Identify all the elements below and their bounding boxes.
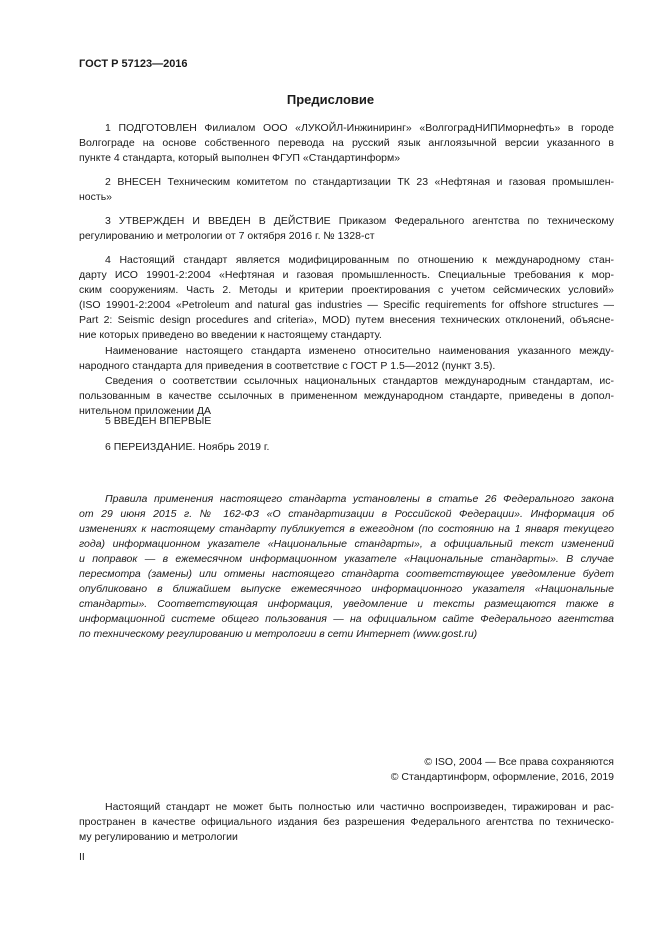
- text-line: ским сооружениям. Часть 2. Методы и критерии проектирования с учетом сейсмических условий»: [79, 284, 614, 296]
- text-line: нительном приложении ДА: [79, 405, 211, 417]
- text-line: дарту ИСО 19901-2:2004 «Нефтяная и газовая промышленность. Специальные требования к мор-: [79, 269, 614, 281]
- text-line: 1 ПОДГОТОВЛЕН Филиалом ООО «ЛУКОЙЛ-Инжиниринг» «ВолгоградНИПИморнефть» в городе: [105, 122, 614, 134]
- text-line: Наименование настоящего стандарта изменено относительно наименования указанного между-: [105, 345, 614, 357]
- copyright-block: [79, 755, 614, 785]
- text-line: Волгограде на основе собственного перевода на русский язык англоязычной версии указанного в: [79, 137, 614, 149]
- text-line: (ISO 19901-2:2004 «Petroleum and natural gas industries — Specific requirements for offshore structures —: [79, 299, 614, 311]
- text-line: Сведения о соответствии ссылочных национальных стандартов международным стандартам, ис-: [105, 375, 614, 387]
- text-line: Part 2: Seismic design procedures and criteria», MOD) путем внесения технических отклонений, объясне-: [79, 314, 614, 326]
- text-line: регулированию и метрологии от 7 октября 2016 г. № 1328-ст: [79, 230, 375, 242]
- text-line: опубликовано в ближайшем выпуске ежемесячного информационного указателя «Национальные: [79, 583, 614, 595]
- copyright-iso: © ISO, 2004 — Все права сохраняются: [424, 756, 614, 768]
- text-line: 6 ПЕРЕИЗДАНИЕ. Ноябрь 2019 г.: [105, 441, 270, 453]
- text-line: 5 ВВЕДЕН ВПЕРВЫЕ: [105, 415, 212, 427]
- text-line: года) информационном указателе «Национальные стандарты», а официальный текст изменений: [79, 538, 614, 550]
- preface-item-1: [79, 121, 614, 166]
- preface-item-6: [79, 440, 614, 455]
- text-line: информационной системе общего пользования — на официальном сайте Федерального агентства: [79, 613, 614, 625]
- text-line: 4 Настоящий стандарт является модифицированным по отношению к международному стан-: [105, 254, 614, 266]
- text-line: му регулированию и метрологии: [79, 831, 238, 843]
- text-line: изменениях к настоящему стандарту публикуется в ежегодном (по состоянию на 1 января текущего: [79, 523, 614, 535]
- text-line: и поправок — в ежемесячном информационном указателе «Национальные стандарты». В случае: [79, 553, 614, 565]
- application-rules-notice: [79, 492, 614, 642]
- text-line: пункте 4 стандарта, который выполнен ФГУП «Стандартинформ»: [79, 152, 401, 164]
- text-line: по техническому регулированию и метрологии в сети Интернет (www.gost.ru): [79, 628, 478, 640]
- text-line: от 29 июня 2015 г. № 162-ФЗ «О стандартизации в Российской Федерации». Информация об: [79, 508, 614, 520]
- preface-item-4-name-note: [79, 344, 614, 374]
- preface-item-5: [79, 414, 614, 429]
- text-line: 2 ВНЕСЕН Техническим комитетом по стандартизации ТК 23 «Нефтяная и газовая промышлен-: [105, 176, 614, 188]
- preface-item-4: [79, 253, 614, 343]
- page-number: II: [79, 851, 85, 863]
- preface-item-4-references-note: [79, 374, 614, 419]
- text-line: пространен в качестве официального издания без разрешения Федерального агентства по техническо-: [79, 816, 614, 828]
- text-line: пересмотра (замены) или отмены настоящего стандарта соответствующее уведомление будет: [79, 568, 614, 580]
- reproduction-notice: [79, 800, 614, 845]
- preface-item-2: [79, 175, 614, 205]
- text-line: Правила применения настоящего стандарта установлены в статье 26 Федерального закона: [105, 493, 614, 505]
- copyright-standartinform: © Стандартинформ, оформление, 2016, 2019: [390, 771, 614, 783]
- preface-item-3: [79, 214, 614, 244]
- text-line: ность»: [79, 191, 113, 203]
- text-line: народного стандарта для приведения в соответствие с ГОСТ Р 1.5—2012 (пункт 3.5).: [79, 360, 496, 372]
- text-line: 3 УТВЕРЖДЕН И ВВЕДЕН В ДЕЙСТВИЕ Приказом Федерального агентства по техническому: [105, 215, 614, 227]
- text-line: пользованным в качестве ссылочных в примененном международном стандарте, приведены в допол-: [79, 390, 614, 402]
- text-line: ние которых приведено во введении к настоящему стандарту.: [79, 329, 382, 341]
- text-line: Настоящий стандарт не может быть полностью или частично воспроизведен, тиражирован и рас-: [105, 801, 614, 813]
- text-line: стандарты». Соответствующая информация, уведомление и тексты размещаются также в: [79, 598, 614, 610]
- page-title: Предисловие: [286, 92, 375, 107]
- standard-code: ГОСТ Р 57123—2016: [79, 58, 188, 70]
